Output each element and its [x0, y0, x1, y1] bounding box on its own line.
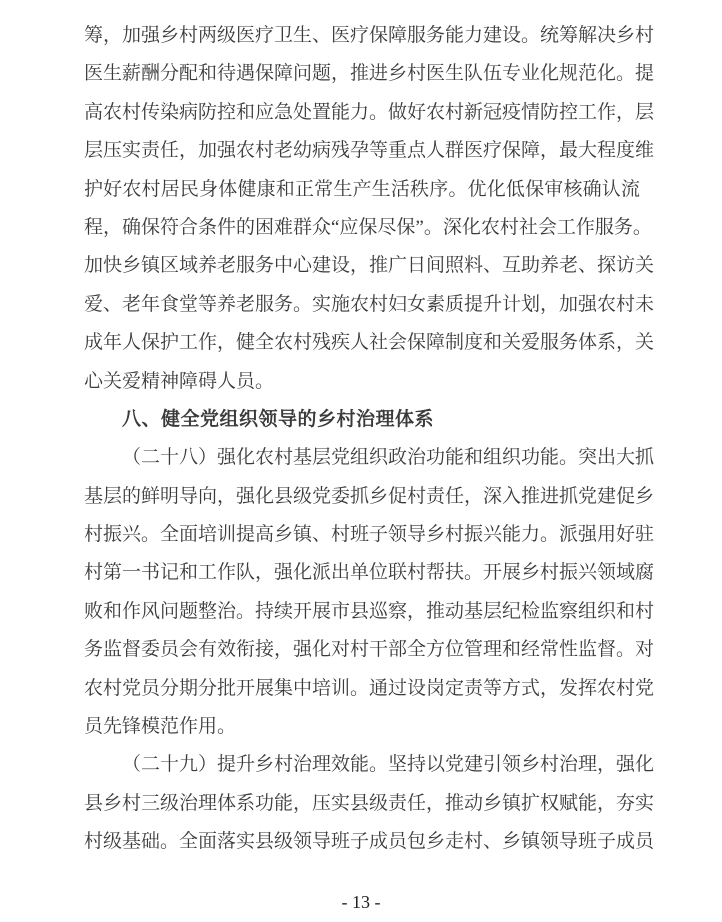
text-line: 成年人保护工作，健全农村残疾人社会保障制度和关爱服务体系，关: [84, 332, 655, 354]
text-line: 护好农村居民身体健康和正常生产生活秩序。优化低保审核确认流: [84, 178, 640, 200]
text-line: （二十八）强化农村基层党组织政治功能和组织功能。突出大抓: [122, 447, 655, 469]
section-heading: [84, 401, 640, 439]
text-line: 爱、老年食堂等养老服务。实施农村妇女素质提升计划，加强农村未: [84, 293, 655, 315]
text-line: 村级基础。全面落实县级领导班子成员包乡走村、乡镇领导班子成员: [84, 831, 655, 853]
text-line: 县乡村三级治理体系功能，压实县级责任，推动乡镇扩权赋能，夯实: [84, 792, 655, 814]
paragraph: [84, 17, 655, 401]
text-line: 医生薪酬分配和待遇保障问题，推进乡村医生队伍专业化规范化。提: [84, 63, 655, 85]
text-line: 筹，加强乡村两级医疗卫生、医疗保障服务能力建设。统筹解决乡村: [84, 25, 655, 46]
text-line: 农村党员分期分批开展集中培训。通过设岗定责等方式，发挥农村党: [84, 677, 655, 699]
section-heading-text: 八、健全党组织领导的乡村治理体系: [122, 408, 435, 430]
text-line: 层压实责任，加强农村老幼病残孕等重点人群医疗保障，最大程度维: [84, 140, 655, 162]
text-line: 败和作风问题整治。持续开展市县巡察，推动基层纪检监察组织和村: [84, 600, 655, 622]
text-line: 加快乡镇区域养老服务中心建设，推广日间照料、互助养老、探访关: [84, 255, 655, 277]
text-line: 基层的鲜明导向，强化县级党委抓乡促村责任，深入推进抓党建促乡: [84, 485, 655, 507]
paragraph: [84, 439, 655, 746]
text-line: 员先锋模范作用。: [84, 716, 237, 738]
text-line: 程，确保符合条件的困难群众“应保尽保”。深化农村社会工作服务。: [84, 216, 652, 238]
text-line: （二十九）提升乡村治理效能。坚持以党建引领乡村治理，强化: [122, 754, 655, 776]
text-line: 心关爱精神障碍人员。: [84, 370, 275, 392]
text-line: 村第一书记和工作队，强化派出单位联村帮扶。开展乡村振兴领域腐: [84, 562, 655, 584]
document-body: [84, 17, 655, 862]
page-number-label: - 13 -: [341, 892, 381, 912]
paragraph: [84, 746, 655, 861]
text-line: 务监督委员会有效衔接，强化对村干部全方位管理和经常性监督。对: [84, 639, 655, 661]
text-line: 村振兴。全面培训提高乡镇、村班子领导乡村振兴能力。派强用好驻: [84, 524, 655, 546]
text-line: 高农村传染病防控和应急处置能力。做好农村新冠疫情防控工作，层: [84, 101, 655, 123]
